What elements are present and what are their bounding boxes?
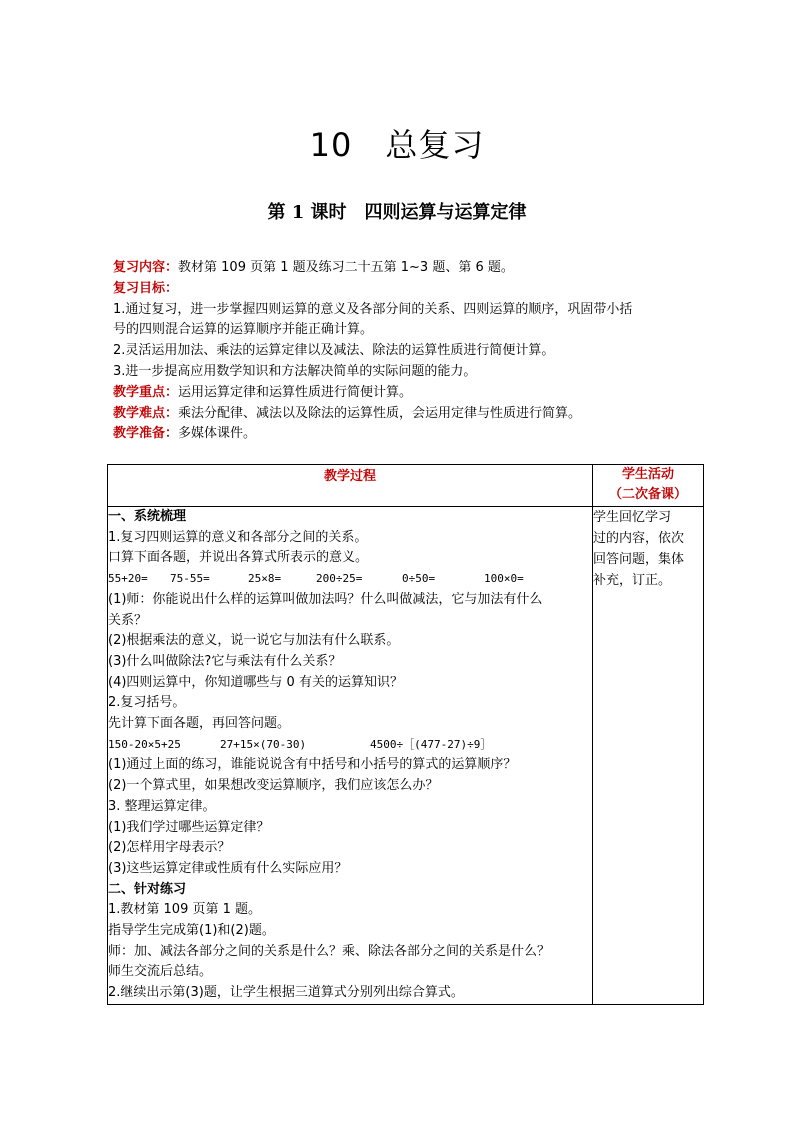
oral-expr: 25×8= <box>248 572 282 586</box>
table-body-row <box>108 507 704 1005</box>
section-heading: 二、针对练习 <box>108 881 187 897</box>
bracket-expr: 4500÷［(477-27)÷9］ <box>370 737 492 751</box>
teaching-process-table <box>107 464 704 1005</box>
goal-line: 号的四则混合运算的运算顺序并能正确计算。 <box>113 322 374 338</box>
goal-line: 1.通过复习，进一步掌握四则运算的意义及各部分间的关系、四则运算的顺序，巩固带小括 <box>113 301 633 317</box>
oral-expr: 75-55= <box>170 572 210 586</box>
teaching-key-point <box>113 383 703 404</box>
process-line: 先计算下面各题，再回答问题。 <box>108 716 291 732</box>
process-line: (1)师：你能说出什么样的运算叫做加法吗？什么叫做减法，它与加法有什么 <box>108 591 543 607</box>
difficulty-label: 教学难点： <box>113 405 179 421</box>
student-activity-header-line2: （二次备课） <box>608 487 687 502</box>
process-header: 教学过程 <box>108 465 593 507</box>
process-line: 师：加、减法各部分之间的关系是什么？乘、除法各部分之间的关系是什么？ <box>108 943 551 959</box>
table-header-row <box>108 465 704 507</box>
process-line: 1.复习四则运算的意义和各部分之间的关系。 <box>108 529 368 545</box>
process-line: (3)这些运算定律或性质有什么实际应用？ <box>108 860 348 876</box>
oral-expr: 55+20= <box>108 572 148 586</box>
teaching-preparation <box>113 424 703 445</box>
process-line: 指导学生完成第(1)和(2)题。 <box>108 923 275 939</box>
oral-expr: 100×0= <box>484 572 524 586</box>
process-line: (3)什么叫做除法?它与乘法有什么关系？ <box>108 653 342 669</box>
process-line: 师生交流后总结。 <box>108 964 213 980</box>
bracket-expr: 27+15×(70-30) <box>220 737 307 751</box>
review-goals-heading <box>113 279 703 300</box>
process-line: (1)我们学过哪些运算定律？ <box>108 819 270 835</box>
student-activity-line: 过的内容，依次 <box>593 531 685 546</box>
teaching-difficulty <box>113 404 703 425</box>
student-activity-line: 补充，订正。 <box>593 573 672 588</box>
review-content <box>113 258 703 279</box>
oral-expr: 200÷25= <box>316 572 363 586</box>
page-title: 10 总复习 <box>309 126 485 164</box>
process-line: 1.教材第 109 页第 1 题。 <box>108 902 262 918</box>
process-line: 关系？ <box>108 612 148 628</box>
lesson-subtitle: 第 1 课时 四则运算与运算定律 <box>267 202 527 223</box>
process-line: (4)四则运算中，你知道哪些与 0 有关的运算知识？ <box>108 674 403 690</box>
section-heading: 一、系统梳理 <box>108 509 187 524</box>
process-line: (2)根据乘法的意义，说一说它与加法有什么联系。 <box>108 633 400 649</box>
key-point-label: 教学重点： <box>113 384 179 400</box>
process-line: 2.继续出示第(3)题，让学生根据三道算式分别列出综合算式。 <box>108 985 464 1001</box>
review-goals-label: 复习目标： <box>113 280 179 296</box>
process-line: (2)一个算式里，如果想改变运算顺序，我们应该怎么办？ <box>108 778 439 794</box>
oral-expr: 0÷50= <box>402 572 436 586</box>
student-activity-cell <box>593 507 704 1005</box>
lesson-intro <box>113 258 703 445</box>
process-cell <box>108 507 593 1005</box>
preparation-text: 多媒体课件。 <box>178 426 257 442</box>
process-line: 口算下面各题，并说出各算式所表示的意义。 <box>108 550 369 566</box>
student-activity-line: 回答问题，集体 <box>593 552 685 567</box>
review-content-text: 教材第 109 页第 1 题及练习二十五第 1~3 题、第 6 题。 <box>178 260 514 275</box>
key-point-text: 运用运算定律和运算性质进行简便计算。 <box>178 384 413 400</box>
bracket-calc-row <box>108 735 592 756</box>
student-activity-line: 学生回忆学习 <box>593 510 672 525</box>
process-line: 3. 整理运算定律。 <box>108 798 216 814</box>
difficulty-text: 乘法分配律、减法以及除法的运算性质，会运用定律与性质进行简算。 <box>178 405 582 421</box>
process-line: (2)怎样用字母表示？ <box>108 840 231 856</box>
preparation-label: 教学准备： <box>113 426 179 442</box>
student-activity-header-line1: 学生活动 <box>621 467 674 482</box>
oral-calc-row <box>108 569 592 590</box>
goal-line: 2.灵活运用加法、乘法的运算定律以及减法、除法的运算性质进行简便计算。 <box>113 343 555 359</box>
review-content-label: 复习内容： <box>113 260 179 275</box>
goal-line: 3.进一步提高应用数学知识和方法解决简单的实际问题的能力。 <box>113 363 477 379</box>
process-line: 2.复习括号。 <box>108 695 186 711</box>
student-activity-header <box>593 465 704 507</box>
bracket-expr: 150-20×5+25 <box>108 737 181 751</box>
process-line: (1)通过上面的练习，谁能说说含有中括号和小括号的算式的运算顺序？ <box>108 757 517 773</box>
